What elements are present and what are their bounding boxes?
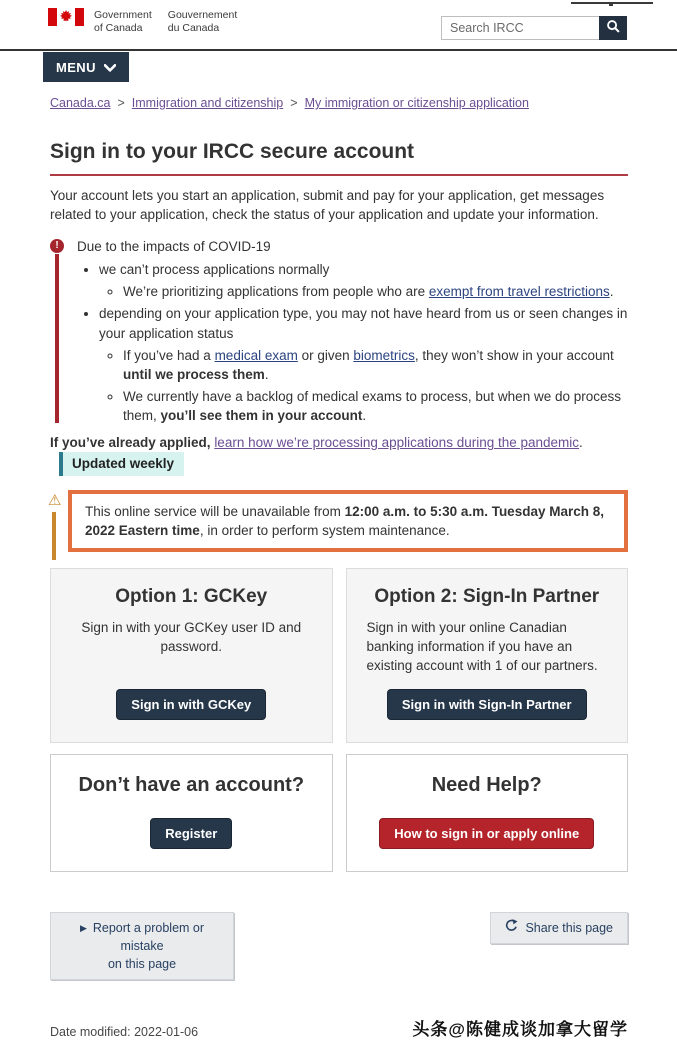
- covid-heading: Due to the impacts of COVID-19: [77, 238, 271, 254]
- partner-option-description: Sign in with your online Canadian banking information if you have an existing account with 1 of our partners.: [366, 619, 598, 674]
- government-header: [0, 0, 677, 51]
- amber-rail-divider: [52, 512, 56, 560]
- biometrics-link[interactable]: biometrics: [353, 347, 415, 363]
- logo-wordmark: Government of Canada Gouvernement du Canada: [94, 9, 238, 35]
- date-modified-value: 2022-01-06: [134, 1025, 199, 1040]
- no-account-title: Don’t have an account?: [78, 774, 305, 797]
- exclamation-circle-icon: [50, 239, 64, 253]
- breadcrumb-application[interactable]: My immigration or citizenship application: [304, 96, 529, 110]
- search-input[interactable]: [441, 16, 599, 40]
- warning-triangle-icon: [48, 493, 61, 508]
- gckey-option-card: [50, 568, 333, 743]
- register-help-row: [50, 754, 628, 871]
- updated-weekly-badge: Updated weekly: [59, 452, 184, 475]
- need-help-title: Need Help?: [431, 774, 542, 797]
- breadcrumb-separator: >: [290, 96, 298, 110]
- toutiao-watermark: 头条@陈健成谈加拿大留学: [412, 1020, 628, 1040]
- red-rail-divider: [55, 254, 59, 423]
- covid-bullet-2: • depending on your application type, you may not have heard from us or seen changes in your application status ◦ If you’ve had a medical exam or given biometrics, they won’t show in your account until we process them. ◦ We currently have a backlog of medical exams to process, but when we do process them, you’ll see them in your account.: [99, 304, 628, 425]
- register-button[interactable]: Register: [150, 818, 232, 849]
- menu-button[interactable]: [43, 52, 129, 82]
- covid-notice: [50, 237, 628, 425]
- pandemic-processing-link[interactable]: learn how we’re processing applications during the pandemic: [214, 435, 580, 451]
- breadcrumb: [50, 95, 628, 113]
- gckey-option-title: Option 1: GCKey: [115, 585, 268, 607]
- exempt-travel-restrictions-link[interactable]: exempt from travel restrictions: [428, 284, 610, 300]
- breadcrumb-separator: >: [117, 96, 125, 110]
- no-account-card: [50, 754, 333, 871]
- chevron-down-icon: [104, 60, 116, 75]
- share-icon: [505, 919, 518, 937]
- sign-in-with-partner-button[interactable]: Sign in with Sign-In Partner: [387, 689, 587, 720]
- medical-exam-link[interactable]: medical exam: [214, 347, 298, 363]
- menu-label: MENU: [56, 59, 96, 75]
- sign-in-partner-option-card: [346, 568, 629, 743]
- canada-flag-icon: [48, 8, 84, 31]
- report-problem-button[interactable]: ▶ Report a problem or mistake on this page: [50, 912, 234, 980]
- triangle-right-icon: [80, 921, 93, 935]
- gckey-option-description: Sign in with your GCKey user ID and password.: [81, 619, 302, 655]
- site-search: [441, 16, 627, 40]
- date-modified: Date modified: 2022-01-06: [50, 1025, 199, 1040]
- covid-sub-bullet-2: ◦ If you’ve had a medical exam or given biometrics, they won’t show in your account until we process them.: [123, 346, 628, 384]
- maintenance-warning: [68, 490, 628, 552]
- breadcrumb-immigration[interactable]: Immigration and citizenship: [131, 96, 284, 110]
- need-help-card: [346, 754, 629, 871]
- covid-sub-bullet-1: ◦ We’re prioritizing applications from people who are exempt from travel restrictions.: [123, 282, 628, 301]
- covid-sub-bullet-3: ◦ We currently have a backlog of medical exams to process, but when we do process them, you’ll see them in your account.: [123, 387, 628, 425]
- government-of-canada-logo[interactable]: [48, 8, 237, 35]
- intro-text: Your account lets you start an application, submit and pay for your application, get messages related to your application, check the status of your application and update your information.: [50, 187, 605, 222]
- search-button[interactable]: [599, 16, 627, 40]
- search-icon: [606, 19, 621, 37]
- page-utilities: [50, 912, 628, 980]
- breadcrumb-canada[interactable]: Canada.ca: [50, 96, 111, 110]
- partner-option-title: Option 2: Sign-In Partner: [374, 585, 600, 607]
- covid-bullet-1: • we can’t process applications normally ◦ We’re prioritizing applications from people who are exempt from travel restrictions.: [99, 260, 628, 301]
- sign-in-options: [50, 568, 628, 743]
- top-right-clipped-language-link[interactable]: [571, 2, 653, 4]
- page-title: Sign in to your IRCC secure account: [50, 137, 628, 176]
- already-applied-note: If you’ve already applied, learn how we’re processing applications during the pandemic.Updated weekly: [50, 433, 628, 475]
- share-page-button[interactable]: Share this page: [490, 912, 628, 944]
- how-to-sign-in-button[interactable]: How to sign in or apply online: [379, 818, 594, 849]
- maintenance-warning-box: This online service will be unavailable from 12:00 a.m. to 5:30 a.m. Tuesday March 8, 2022 Eastern time, in order to perform system maintenance.: [68, 490, 628, 552]
- sign-in-with-gckey-button[interactable]: Sign in with GCKey: [116, 689, 266, 720]
- page-footer-meta: [50, 1018, 628, 1042]
